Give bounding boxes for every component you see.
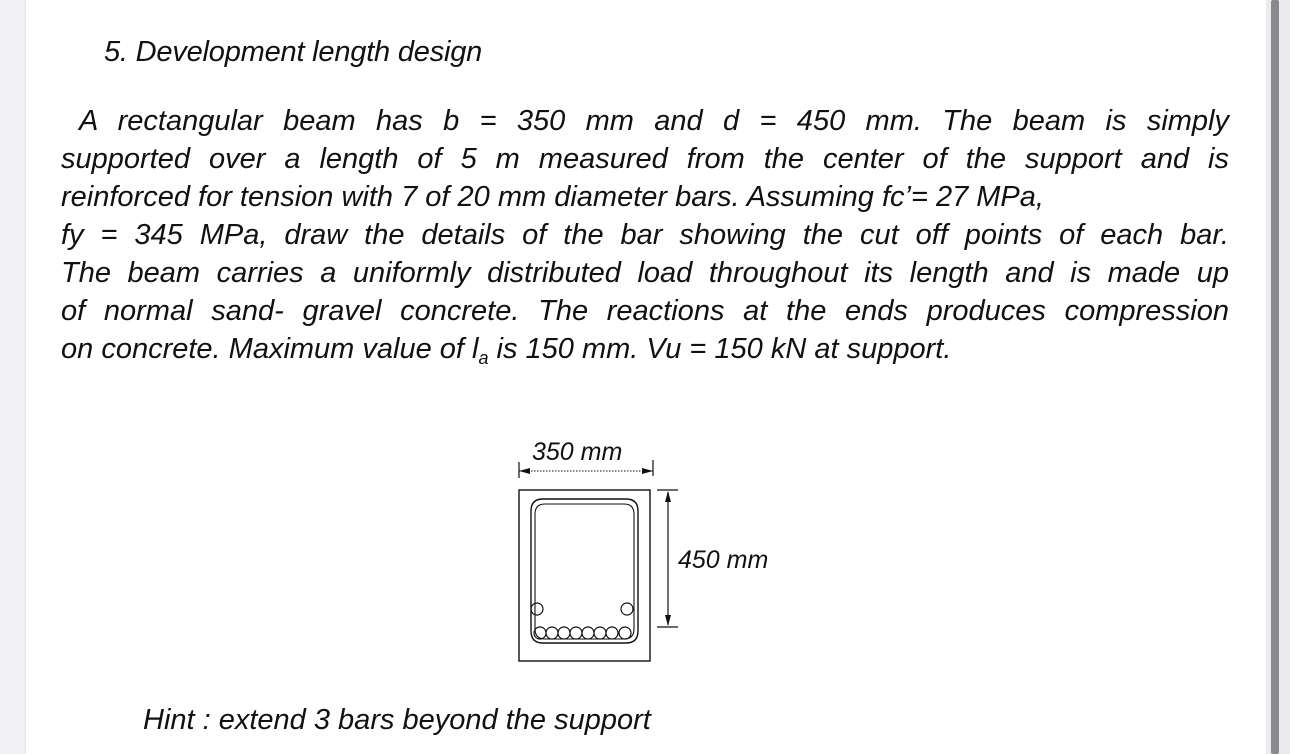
stirrup-inner <box>535 504 634 639</box>
problem-line-7-prefix: on concrete. Maximum value of l <box>61 333 479 365</box>
problem-line-2: supported over a length of 5 m measured from the center of the support and is <box>61 143 1229 175</box>
depth-label: 450 mm <box>678 546 769 574</box>
rebar-top-left <box>531 603 543 615</box>
rebar-top-right <box>621 603 633 615</box>
stirrup-outer <box>531 499 638 643</box>
rebar-bottom-5 <box>582 627 594 639</box>
depth-arrow-top <box>665 491 671 502</box>
problem-line-4: fy = 345 MPa, draw the details of the bar showing the cut off points of each bar. <box>61 219 1229 251</box>
width-label: 350 mm <box>532 438 623 466</box>
rebar-bottom-2 <box>546 627 558 639</box>
problem-line-6: of normal sand- gravel concrete. The reactions at the ends produces compression <box>61 295 1229 327</box>
problem-line-3: reinforced for tension with 7 of 20 mm diameter bars. Assuming fc’= 27 MPa, <box>61 181 1044 213</box>
depth-arrow-bottom <box>665 615 671 626</box>
problem-line-7-suffix: is 150 mm. Vu = 150 kN at support. <box>488 333 952 365</box>
width-arrow-right <box>642 468 653 474</box>
problem-line-1: A rectangular beam has b = 350 mm and d = 450 mm. The beam is simply <box>79 105 1229 137</box>
problem-line-7-subscript: a <box>478 348 489 368</box>
rebar-bottom-8 <box>619 627 631 639</box>
rebar-bottom-4 <box>570 627 582 639</box>
rebar-bottom-6 <box>594 627 606 639</box>
width-arrow-left <box>519 468 530 474</box>
hint-text: Hint : extend 3 bars beyond the support <box>143 704 651 736</box>
problem-line-5: The beam carries a uniformly distributed load throughout its length and is made up <box>61 257 1229 289</box>
rebar-bottom-7 <box>606 627 618 639</box>
rebar-bottom-3 <box>558 627 570 639</box>
problem-title: 5. Development length design <box>104 36 483 68</box>
